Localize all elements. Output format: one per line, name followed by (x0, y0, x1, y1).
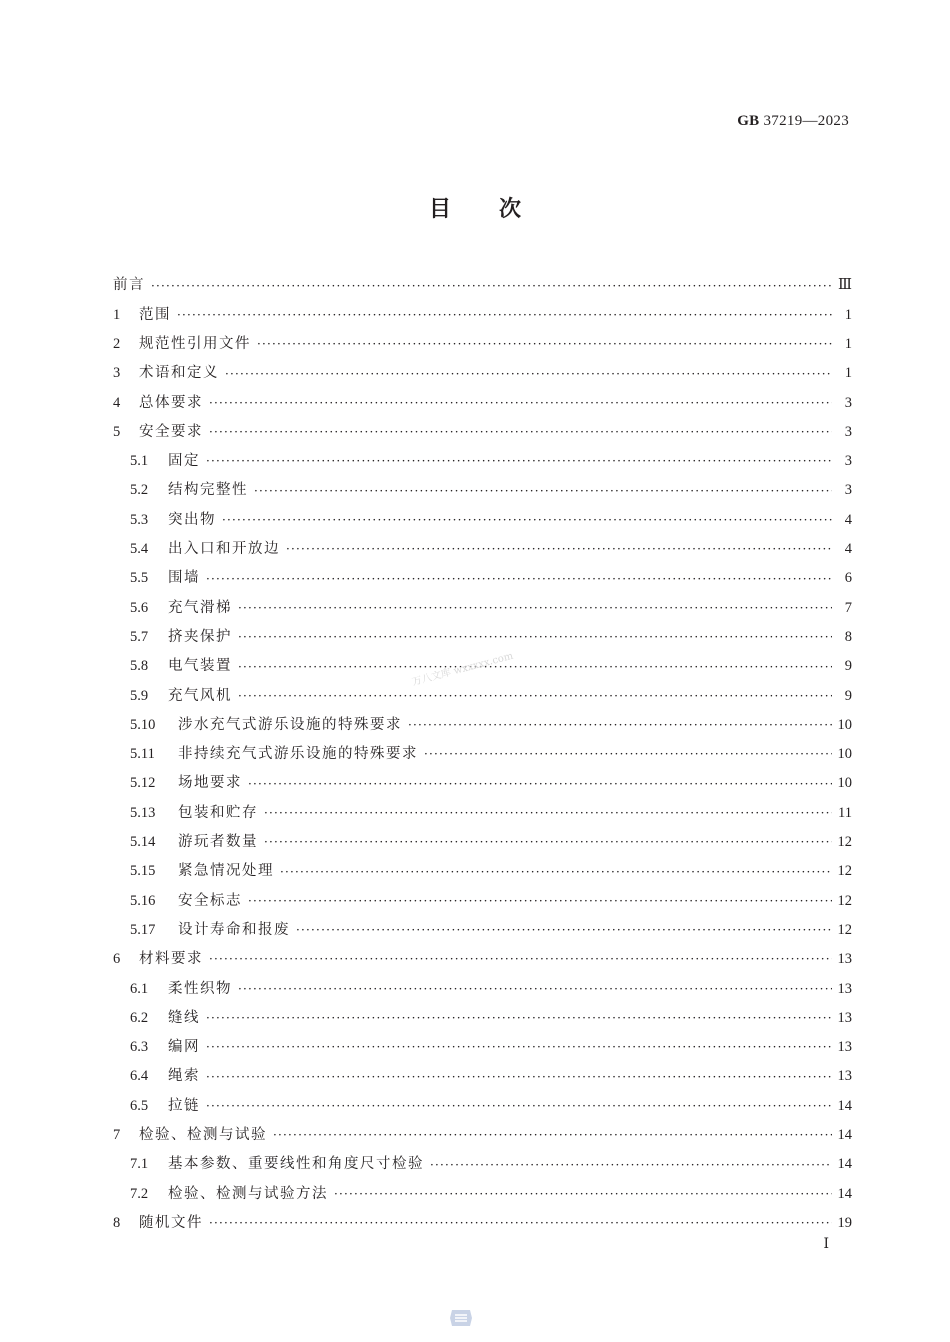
toc-entry-page: 13 (837, 1039, 852, 1056)
toc-leader-dots (206, 573, 832, 585)
toc-entry-label: 前言 (113, 277, 145, 294)
toc-entry-label: 安全标志 (178, 892, 242, 909)
toc-entry-label: 设计寿命和报废 (178, 921, 290, 938)
toc-entry-number: 5.1 (130, 453, 149, 470)
toc-entry[interactable] (113, 1121, 852, 1150)
toc-leader-dots (273, 1129, 832, 1141)
toc-entry[interactable] (113, 1062, 852, 1091)
toc-entry-page: 1 (844, 306, 852, 323)
toc-entry[interactable] (113, 1150, 852, 1179)
toc-leader-dots (209, 1217, 832, 1229)
toc-leader-dots (264, 807, 832, 819)
toc-entry-number: 5.3 (130, 511, 149, 528)
toc-entry-page: 6 (844, 570, 852, 587)
toc-entry-number: 5.12 (130, 775, 156, 792)
toc-entry-page: 12 (837, 921, 852, 938)
toc-entry[interactable] (113, 623, 852, 652)
toc-entry-label: 出入口和开放边 (168, 541, 280, 558)
toc-entry-label: 拉链 (168, 1097, 200, 1114)
toc-entry[interactable] (113, 828, 852, 857)
toc-entry-page: 13 (837, 980, 852, 997)
toc-entry-number: 6.4 (130, 1068, 149, 1085)
toc-entry[interactable] (113, 769, 852, 798)
toc-entry-number: 5.17 (130, 921, 156, 938)
toc-leader-dots (222, 514, 832, 526)
toc-entry-label: 规范性引用文件 (139, 335, 251, 352)
toc-entry-page: 14 (837, 1185, 852, 1202)
toc-entry-number: 6 (113, 951, 121, 968)
toc-entry[interactable] (113, 886, 852, 915)
toc-leader-dots (206, 1071, 832, 1083)
toc-entry-page: 3 (844, 482, 852, 499)
toc-entry[interactable] (113, 1003, 852, 1032)
toc-entry-number: 5 (113, 423, 121, 440)
toc-entry-page: 8 (844, 628, 852, 645)
toc-entry-number: 4 (113, 394, 121, 411)
toc-leader-dots (151, 280, 832, 292)
toc-entry[interactable] (113, 300, 852, 329)
toc-entry-page: 9 (844, 687, 852, 704)
toc-entry-label: 缝线 (168, 1009, 200, 1026)
toc-entry-label: 安全要求 (139, 423, 203, 440)
toc-entry-number: 5.8 (130, 658, 149, 675)
toc-leader-dots (206, 1041, 832, 1053)
toc-entry[interactable] (113, 1209, 852, 1238)
toc-entry[interactable] (113, 1179, 852, 1208)
toc-entry-label: 包装和贮存 (178, 804, 258, 821)
toc-entry-page: 4 (844, 511, 852, 528)
toc-entry-number: 5.6 (130, 599, 149, 616)
standard-prefix: GB (737, 113, 760, 129)
toc-entry-number: 7.2 (130, 1185, 149, 1202)
toc-entry-label: 检验、检测与试验 (139, 1127, 267, 1143)
standard-code (737, 113, 849, 130)
toc-entry-label: 随机文件 (139, 1214, 203, 1231)
toc-entry-number: 5.14 (130, 834, 156, 851)
toc-entry-number: 7 (113, 1127, 121, 1143)
toc-entry-number: 6.1 (130, 980, 149, 997)
toc-entry-page: 19 (837, 1214, 852, 1231)
toc-leader-dots (254, 485, 832, 497)
toc-leader-dots (248, 895, 832, 907)
toc-entry[interactable] (113, 681, 852, 710)
toc-entry-page: 12 (837, 892, 852, 909)
toc-entry[interactable] (113, 535, 852, 564)
toc-entry-number: 3 (113, 365, 121, 382)
toc-leader-dots (257, 338, 832, 350)
toc-entry-page: 9 (844, 658, 852, 675)
toc-leader-dots (296, 924, 832, 936)
toc-entry[interactable] (113, 417, 852, 446)
toc-entry-page: 12 (837, 863, 852, 880)
toc-entry-number: 7.1 (130, 1156, 149, 1173)
toc-entry-label: 涉水充气式游乐设施的特殊要求 (178, 716, 402, 733)
toc-leader-dots (238, 631, 832, 643)
toc-entry[interactable] (113, 1091, 852, 1120)
toc-leader-dots (225, 368, 832, 380)
toc-entry-label: 检验、检测与试验方法 (168, 1185, 328, 1202)
toc-entry[interactable] (113, 945, 852, 974)
toc-entry-number: 6.2 (130, 1009, 149, 1026)
toc-entry-number: 6.5 (130, 1097, 149, 1114)
toc-entry-label: 充气滑梯 (168, 599, 232, 616)
toc-entry-page: 3 (844, 394, 852, 411)
toc-entry-page: 3 (844, 423, 852, 440)
toc-entry-number: 5.13 (130, 804, 156, 821)
toc-entry-label: 基本参数、重要线性和角度尺寸检验 (168, 1156, 424, 1173)
publisher-logo-icon (448, 1308, 474, 1328)
toc-entry-page: 12 (837, 834, 852, 851)
toc-entry-label: 柔性织物 (168, 980, 232, 997)
watermark: 万八文库 wxxxxx.com (410, 650, 515, 689)
toc-entry-page: 13 (837, 951, 852, 968)
toc-entry-label: 范围 (139, 306, 171, 323)
toc-entry[interactable] (113, 740, 852, 769)
toc-leader-dots (209, 397, 832, 409)
toc-entry-number: 1 (113, 306, 121, 323)
toc-entry[interactable] (113, 1033, 852, 1062)
standard-number: 37219—2023 (763, 113, 849, 129)
toc-entry[interactable] (113, 476, 852, 505)
toc-entry[interactable] (113, 798, 852, 827)
toc-entry[interactable] (113, 447, 852, 476)
toc-leader-dots (408, 719, 832, 731)
toc-entry-number: 8 (113, 1214, 121, 1231)
toc-entry-page: Ⅲ (838, 277, 852, 294)
toc-entry[interactable] (113, 330, 852, 359)
toc-entry-number: 5.11 (130, 746, 155, 763)
toc-entry-label: 场地要求 (178, 775, 242, 792)
toc-leader-dots (238, 983, 832, 995)
toc-entry[interactable] (113, 974, 852, 1003)
toc-entry-page: 13 (837, 1009, 852, 1026)
toc-leader-dots (238, 690, 832, 702)
toc-leader-dots (238, 661, 832, 673)
toc-entry-label: 绳索 (168, 1068, 200, 1085)
toc-entry-number: 5.4 (130, 541, 149, 558)
table-of-contents (113, 271, 852, 1238)
toc-leader-dots (177, 309, 832, 321)
toc-entry-number: 5.15 (130, 863, 156, 880)
toc-entry-label: 挤夹保护 (168, 628, 232, 645)
toc-leader-dots (206, 1100, 832, 1112)
toc-entry[interactable] (113, 359, 852, 388)
toc-entry-label: 电气装置 (168, 658, 232, 675)
toc-leader-dots (209, 953, 832, 965)
toc-leader-dots (238, 602, 832, 614)
toc-entry-label: 结构完整性 (168, 482, 248, 499)
toc-entry-label: 突出物 (168, 511, 216, 528)
toc-entry-number: 5.10 (130, 716, 156, 733)
toc-leader-dots (264, 836, 832, 848)
toc-entry-page: 10 (837, 746, 852, 763)
toc-entry-number: 2 (113, 335, 121, 352)
toc-entry-page: 7 (844, 599, 852, 616)
toc-leader-dots (209, 426, 832, 438)
toc-entry-number: 5.5 (130, 570, 149, 587)
toc-entry-label: 紧急情况处理 (178, 863, 274, 880)
toc-entry-number: 5.9 (130, 687, 149, 704)
toc-entry[interactable] (113, 710, 852, 739)
toc-entry[interactable] (113, 916, 852, 945)
toc-entry-number: 5.7 (130, 628, 149, 645)
toc-entry[interactable] (113, 564, 852, 593)
toc-leader-dots (248, 778, 832, 790)
toc-leader-dots (206, 1012, 832, 1024)
toc-leader-dots (206, 455, 832, 467)
toc-leader-dots (280, 866, 832, 878)
toc-leader-dots (286, 543, 832, 555)
toc-entry[interactable] (113, 593, 852, 622)
toc-entry-label: 充气风机 (168, 687, 232, 704)
toc-entry-label: 非持续充气式游乐设施的特殊要求 (178, 746, 418, 763)
toc-entry-page: 13 (837, 1068, 852, 1085)
toc-entry-page: 14 (837, 1156, 852, 1173)
toc-entry-label: 材料要求 (139, 951, 203, 968)
toc-entry-page: 1 (844, 335, 852, 352)
toc-entry[interactable] (113, 271, 852, 300)
toc-entry-label: 游玩者数量 (178, 834, 258, 851)
toc-leader-dots (424, 748, 832, 760)
toc-leader-dots (430, 1159, 832, 1171)
toc-entry-page: 10 (837, 775, 852, 792)
toc-entry-label: 编网 (168, 1039, 200, 1056)
toc-entry-number: 5.2 (130, 482, 149, 499)
toc-entry-number: 6.3 (130, 1039, 149, 1056)
toc-leader-dots (334, 1188, 832, 1200)
toc-entry-page: 14 (837, 1127, 852, 1143)
toc-entry-page: 4 (844, 541, 852, 558)
toc-entry-number: 5.16 (130, 892, 156, 909)
toc-entry[interactable] (113, 505, 852, 534)
page-number: Ⅰ (823, 1237, 829, 1252)
toc-entry-label: 围墙 (168, 570, 200, 587)
toc-title: 目次 (428, 197, 569, 222)
toc-entry-page: 14 (837, 1097, 852, 1114)
toc-entry[interactable] (113, 857, 852, 886)
toc-entry[interactable] (113, 388, 852, 417)
toc-entry-page: 3 (844, 453, 852, 470)
toc-entry-page: 1 (844, 365, 852, 382)
toc-entry-label: 固定 (168, 453, 200, 470)
toc-entry-label: 术语和定义 (139, 365, 219, 382)
toc-entry-page: 11 (838, 804, 852, 821)
toc-entry-label: 总体要求 (139, 394, 203, 411)
toc-entry-page: 10 (837, 716, 852, 733)
